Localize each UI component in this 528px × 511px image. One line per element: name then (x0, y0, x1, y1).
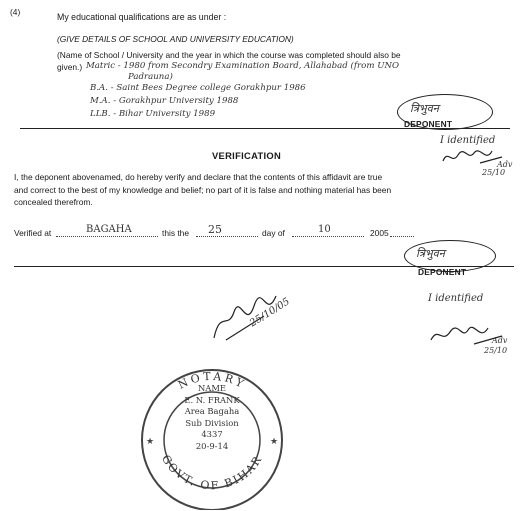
month-value: 10 (318, 224, 331, 235)
section-instruction: (GIVE DETAILS OF SCHOOL AND UNIVERSITY EDUCATION) (57, 34, 294, 44)
verification-paragraph-line1: I, the deponent abovenamed, do hereby verify and declare that the contents of this affidavit are true (14, 172, 383, 182)
verified-place: BAGAHA (86, 224, 132, 235)
day-dotline (196, 236, 258, 237)
qualification-row (90, 109, 215, 119)
date-mark: 25/10 (482, 168, 506, 177)
deponent-label: DEPONENT (404, 119, 453, 129)
qualification-degree: M.A. (90, 96, 111, 106)
qualification-row (90, 96, 238, 106)
section-note-line1: (Name of School / University and the year in which the course was completed should also be (57, 50, 401, 60)
verification-title: VERIFICATION (212, 150, 282, 161)
stamp-inner-text (132, 383, 292, 452)
notary-date: 25/10/05 (248, 296, 292, 330)
qualification-degree: Matric (86, 61, 116, 71)
verified-at-dotline (56, 236, 158, 237)
deponent-signature: त्रिभुवन (416, 247, 445, 260)
advocate-mark: Adv (492, 336, 508, 345)
qualification-detail: - Saint Bees Degree college Gorakhpur 1986 (110, 83, 306, 93)
qualification-row (86, 61, 399, 71)
stamp-name: E. N. FRANK (184, 394, 240, 405)
qualification-detail: - Gorakhpur University 1988 (113, 96, 239, 106)
stamp-name-label: NAME (197, 383, 227, 393)
stamp-bottom-arc: GOVT. OF BIHAR (158, 452, 266, 493)
identified-note: I identified (440, 135, 496, 146)
qualification-degree: LLB. (90, 109, 111, 119)
svg-text:★: ★ (146, 436, 155, 446)
stamp-area: Area Bagaha (184, 406, 240, 416)
day-of-label: day of (262, 228, 285, 238)
this-the-label: this the (162, 228, 190, 238)
qualification-degree: B.A. (90, 83, 108, 93)
svg-text:★: ★ (270, 436, 279, 446)
qualification-detail: - 1980 from Secondry Examination Board, Allahabad (from UNO (117, 61, 400, 71)
stamp-top-arc: NOTARY (175, 369, 249, 392)
stamp-date: 20-9-14 (195, 440, 229, 451)
year-value: 2005 (370, 228, 389, 238)
day-value: 25 (208, 223, 222, 236)
identified-note: I identified (428, 293, 484, 304)
verification-paragraph-line2: and correct to the best of my knowledge and belief; no part of it is false and nothing material has been (14, 185, 392, 195)
qualification-detail: Padrauna) (128, 72, 173, 82)
advocate-mark: Adv (497, 160, 513, 169)
deponent-signature: त्रिभुवन (410, 102, 439, 115)
month-dotline (292, 236, 364, 237)
qualification-row (90, 83, 306, 93)
section-note-line2: given.) (57, 62, 83, 72)
verification-paragraph-line3: concealed therefrom. (14, 197, 93, 207)
qualification-row (128, 72, 173, 82)
stamp-division: Sub Division (185, 417, 239, 428)
section-heading: My educational qualifications are as under : (57, 12, 227, 22)
date-mark: 25/10 (484, 346, 508, 355)
qualification-detail: - Bihar University 1989 (113, 109, 216, 119)
stamp-reg-no: 4337 (201, 429, 223, 439)
verified-at-label: Verified at (14, 228, 52, 238)
deponent-label: DEPONENT (418, 267, 467, 277)
year-dotline (390, 236, 414, 237)
section-number: (4) (10, 7, 21, 17)
